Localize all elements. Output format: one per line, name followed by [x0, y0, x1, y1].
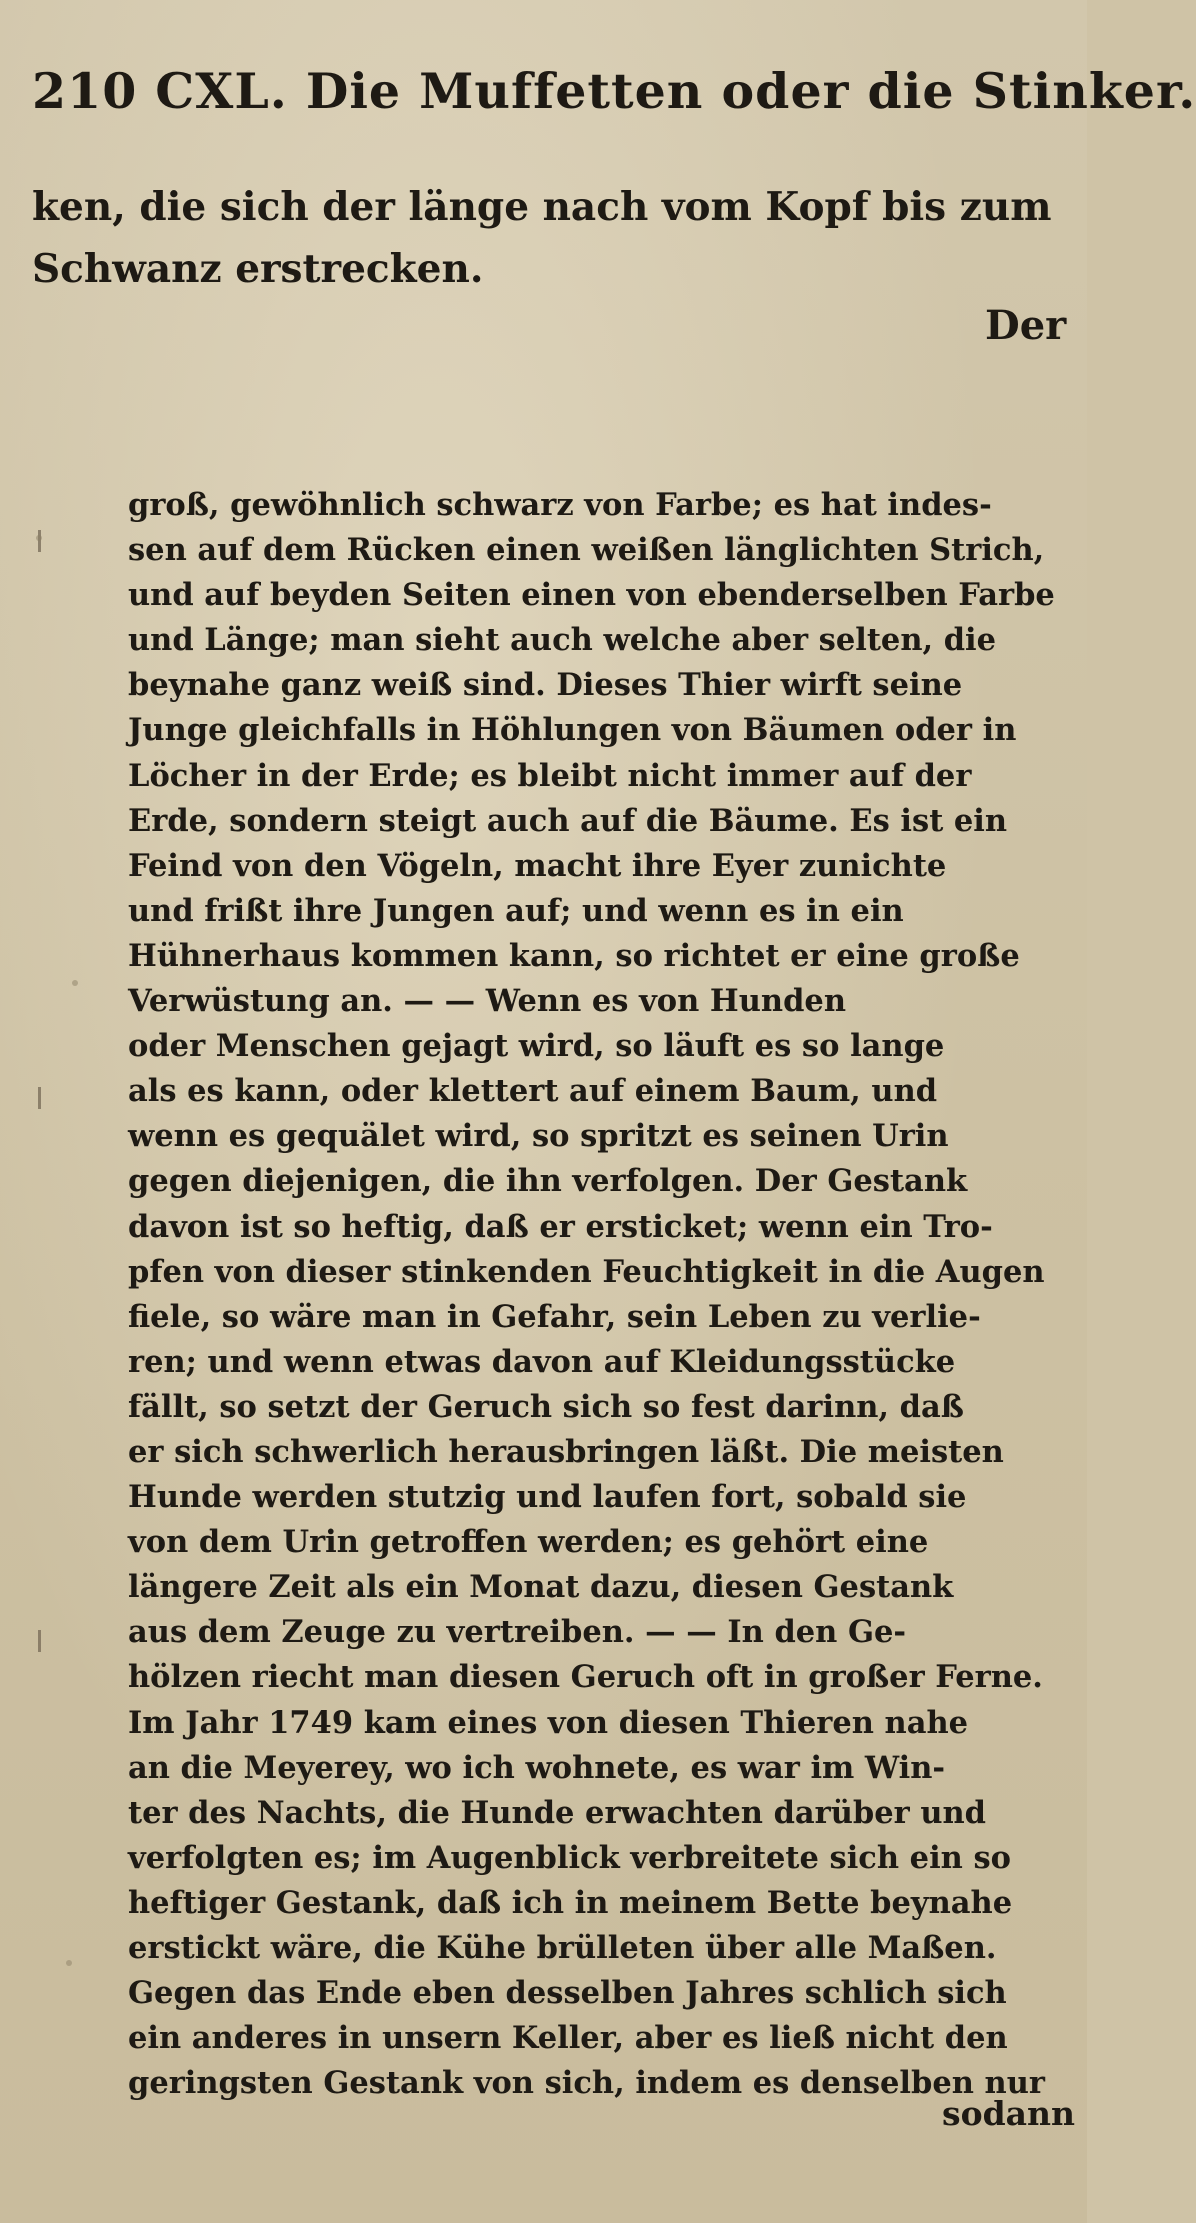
margin-bleed-mark: [38, 1087, 41, 1109]
text-line: Hühnerhaus kommen kann, so richtet er eine große: [128, 937, 1020, 974]
text-line: geringsten Gestank von sich, indem es denselben nur: [128, 2065, 1045, 2102]
body-paragraph: [128, 483, 1068, 2106]
text-line: an die Meyerey, wo ich wohnete, es war im Win-: [128, 1749, 946, 1786]
text-line: hölzen riecht man diesen Geruch oft in großer Ferne.: [128, 1659, 1043, 1696]
chapter-title: Die Muffetten oder die Stinker.: [305, 62, 1196, 120]
text-line: Hunde werden stutzig und laufen fort, sobald sie: [128, 1479, 967, 1516]
text-line: von dem Urin getroffen werden; es gehört eine: [128, 1524, 929, 1561]
text-line: Feind von den Vögeln, macht ihre Eyer zunichte: [128, 847, 947, 884]
catchword-bottom: sodann: [942, 2094, 1076, 2133]
running-head: [32, 62, 1196, 120]
text-line: ren; und wenn etwas davon auf Kleidungsstücke: [128, 1343, 956, 1380]
margin-bleed-mark: [38, 1630, 41, 1652]
text-line: davon ist so heftig, daß er ersticket; wenn ein Tro-: [128, 1208, 993, 1245]
text-line: erstickt wäre, die Kühe brülleten über alle Maßen.: [128, 1930, 997, 1966]
text-line: und auf beyden Seiten einen von ebenderselben Farbe: [128, 577, 1055, 614]
text-line: Verwüstung an. — — Wenn es von Hunden: [128, 983, 847, 1020]
text-line: Gegen das Ende eben desselben Jahres schlich sich: [128, 1975, 1007, 2012]
text-line: fiele, so wäre man in Gefahr, sein Leben zu verlie-: [128, 1298, 981, 1335]
catchword-top: Der: [985, 302, 1067, 349]
page-number: 210: [32, 62, 138, 120]
text-line: fällt, so setzt der Geruch sich so fest darinn, daß: [128, 1388, 964, 1425]
margin-bleed-dot: [72, 980, 78, 986]
text-line: längere Zeit als ein Monat dazu, diesen Gestank: [128, 1569, 954, 1606]
text-line: aus dem Zeuge zu vertreiben. — — In den Ge-: [128, 1614, 907, 1651]
text-line: Löcher in der Erde; es bleibt nicht immer auf der: [128, 757, 972, 794]
text-line: Schwanz erstrecken.: [32, 246, 484, 292]
text-line: als es kann, oder klettert auf einem Baum, und: [128, 1073, 938, 1110]
chapter-number: CXL.: [155, 62, 288, 120]
text-line: er sich schwerlich herausbringen läßt. Die meisten: [128, 1433, 1004, 1470]
text-line: ken, die sich der länge nach vom Kopf bis zum: [32, 184, 1052, 230]
text-line: pfen von dieser stinkenden Feuchtigkeit in die Augen: [128, 1253, 1045, 1290]
top-continuation: [32, 176, 1062, 300]
text-line: beynahe ganz weiß sind. Dieses Thier wirft seine: [128, 667, 963, 704]
text-line: heftiger Gestank, daß ich in meinem Bette beynahe: [128, 1884, 1013, 1921]
text-line: verfolgten es; im Augenblick verbreitete sich ein so: [128, 1839, 1011, 1876]
margin-bleed-dot: [36, 535, 42, 541]
text-line: gegen diejenigen, die ihn verfolgen. Der Gestank: [128, 1163, 968, 1200]
text-line: oder Menschen gejagt wird, so läuft es so lange: [128, 1028, 945, 1065]
text-line: Im Jahr 1749 kam eines von diesen Thieren nahe: [128, 1704, 969, 1741]
margin-bleed-dot: [66, 1960, 72, 1966]
text-line: ein anderes in unsern Keller, aber es ließ nicht den: [128, 2020, 1008, 2057]
text-line: groß, gewöhnlich schwarz von Farbe; es hat indes-: [128, 487, 992, 523]
text-line: wenn es gequälet wird, so spritzt es seinen Urin: [128, 1118, 949, 1155]
text-line: ter des Nachts, die Hunde erwachten darüber und: [128, 1794, 986, 1831]
text-line: und frißt ihre Jungen auf; und wenn es in ein: [128, 892, 904, 929]
text-line: Junge gleichfalls in Höhlungen von Bäumen oder in: [128, 712, 1017, 749]
margin-bleed-mark: [38, 530, 41, 552]
text-line: sen auf dem Rücken einen weißen länglichten Strich,: [128, 532, 1045, 569]
text-line: Erde, sondern steigt auch auf die Bäume. Es ist ein: [128, 802, 1008, 839]
text-line: und Länge; man sieht auch welche aber selten, die: [128, 622, 997, 659]
